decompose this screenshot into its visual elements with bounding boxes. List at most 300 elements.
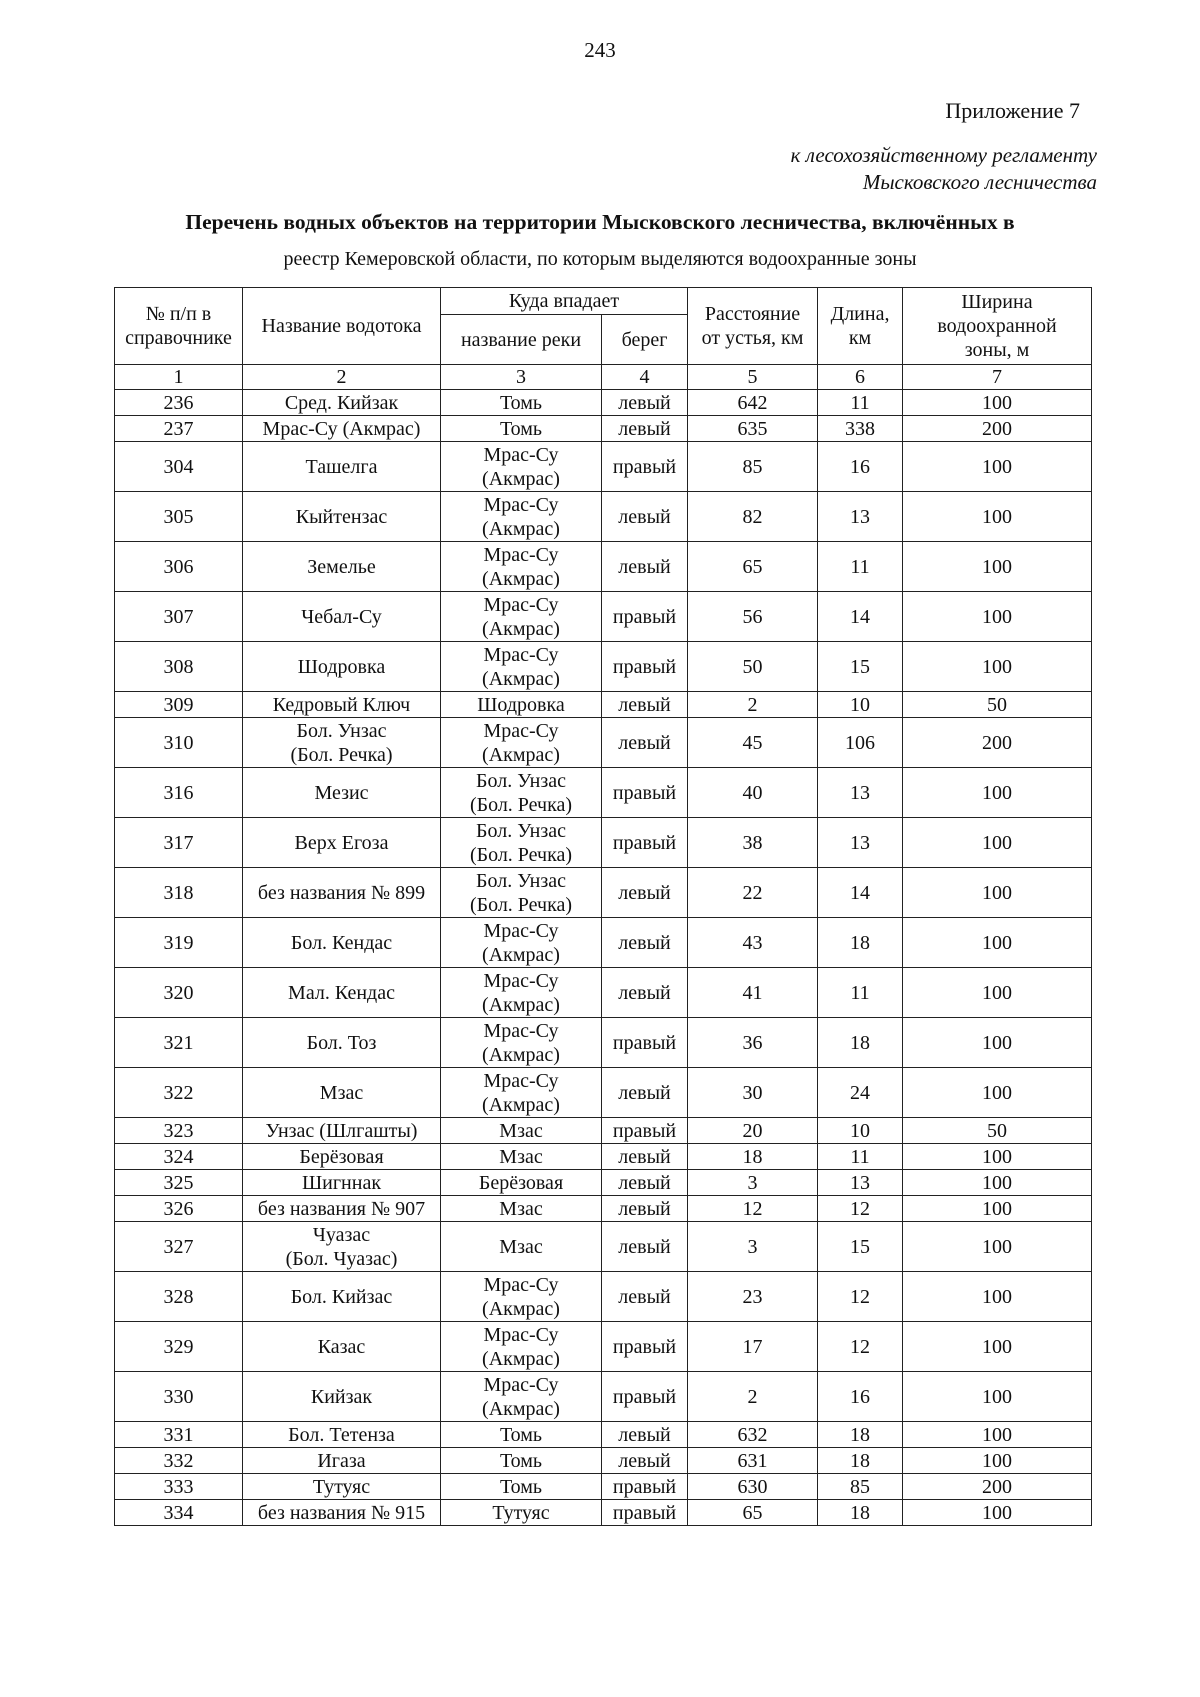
header-flows-into: Куда впадает (441, 288, 688, 315)
cell-watercourse-name-line: Тутуяс (312, 1475, 371, 1498)
cell-river-name-line: (Акмрас) (482, 1297, 560, 1320)
table-row (115, 642, 1092, 692)
column-number: 6 (818, 365, 903, 390)
subtitle-line-1: к лесохозяйственному регламенту (790, 143, 1097, 167)
cell-river-name-line: Мзас (499, 1197, 543, 1220)
cell-watercourse-name-line: Кедровый Ключ (272, 693, 411, 716)
cell-zone-width: 200 (903, 1474, 1092, 1500)
cell-bank: левый (602, 968, 688, 1018)
cell-distance: 65 (688, 1500, 818, 1526)
water-bodies-table (114, 287, 1092, 1526)
cell-distance: 3 (688, 1222, 818, 1272)
cell-river-name-line: (Акмрас) (482, 1397, 560, 1420)
cell-zone-width: 100 (903, 768, 1092, 818)
table-row (115, 1118, 1092, 1144)
cell-watercourse-name-line: Бол. Тетенза (288, 1423, 395, 1446)
cell-zone-width: 100 (903, 442, 1092, 492)
cell-distance: 41 (688, 968, 818, 1018)
header-number (115, 288, 243, 365)
cell-watercourse-name (243, 718, 441, 768)
header-zone-width (903, 288, 1092, 365)
table-row (115, 692, 1092, 718)
cell-watercourse-name-line: Чебал-Су (301, 605, 382, 628)
cell-watercourse-name-line: Земелье (307, 555, 376, 578)
cell-distance: 631 (688, 1448, 818, 1474)
header-distance-line-2: от устья, км (701, 327, 804, 349)
cell-river-name (441, 492, 602, 542)
cell-river-name-line: Томь (499, 391, 543, 414)
cell-number: 324 (115, 1144, 243, 1170)
cell-number: 333 (115, 1474, 243, 1500)
cell-length: 11 (818, 1144, 903, 1170)
cell-river-name (441, 592, 602, 642)
cell-length: 106 (818, 718, 903, 768)
cell-length: 13 (818, 1170, 903, 1196)
cell-river-name (441, 968, 602, 1018)
cell-river-name-line: Мрас-Су (483, 443, 559, 466)
cell-number: 322 (115, 1068, 243, 1118)
cell-watercourse-name-line: Шигннак (301, 1171, 382, 1194)
cell-number: 310 (115, 718, 243, 768)
cell-number: 317 (115, 818, 243, 868)
header-number-line-2: справочнике (125, 327, 232, 349)
cell-length: 10 (818, 1118, 903, 1144)
cell-number: 308 (115, 642, 243, 692)
cell-river-name (441, 416, 602, 442)
cell-watercourse-name (243, 1222, 441, 1272)
cell-river-name-line: Мрас-Су (483, 1373, 559, 1396)
cell-river-name (441, 1422, 602, 1448)
cell-bank: левый (602, 1222, 688, 1272)
cell-number: 325 (115, 1170, 243, 1196)
cell-length: 85 (818, 1474, 903, 1500)
cell-watercourse-name-line: (Бол. Чуазас) (285, 1247, 398, 1270)
table-row (115, 1474, 1092, 1500)
table-row (115, 1500, 1092, 1526)
cell-watercourse-name-line: Берёзовая (299, 1145, 384, 1168)
cell-watercourse-name (243, 1272, 441, 1322)
cell-number: 329 (115, 1322, 243, 1372)
cell-river-name (441, 1118, 602, 1144)
cell-river-name-line: Томь (499, 1423, 543, 1446)
cell-distance: 82 (688, 492, 818, 542)
cell-river-name-line: Мрас-Су (483, 593, 559, 616)
cell-river-name-line: (Акмрас) (482, 1093, 560, 1116)
cell-distance: 635 (688, 416, 818, 442)
cell-river-name (441, 442, 602, 492)
cell-watercourse-name-line: Мезис (314, 781, 369, 804)
cell-zone-width: 100 (903, 1170, 1092, 1196)
table-row (115, 918, 1092, 968)
cell-length: 12 (818, 1196, 903, 1222)
table-row (115, 1322, 1092, 1372)
cell-zone-width: 100 (903, 868, 1092, 918)
cell-bank: правый (602, 1474, 688, 1500)
cell-bank: левый (602, 692, 688, 718)
cell-number: 309 (115, 692, 243, 718)
cell-river-name-line: Мрас-Су (483, 1019, 559, 1042)
cell-zone-width: 50 (903, 1118, 1092, 1144)
cell-watercourse-name-line: Шодровка (297, 655, 386, 678)
cell-number: 236 (115, 390, 243, 416)
header-name: Название водотока (243, 288, 441, 365)
cell-distance: 56 (688, 592, 818, 642)
table-row (115, 592, 1092, 642)
cell-river-name-line: (Акмрас) (482, 617, 560, 640)
header-width-line-1: Ширина (961, 291, 1033, 313)
table-row (115, 542, 1092, 592)
cell-river-name (441, 818, 602, 868)
cell-watercourse-name (243, 918, 441, 968)
cell-river-name (441, 1196, 602, 1222)
cell-length: 18 (818, 918, 903, 968)
table-row (115, 492, 1092, 542)
cell-number: 237 (115, 416, 243, 442)
table-row (115, 416, 1092, 442)
cell-watercourse-name (243, 1018, 441, 1068)
cell-bank: левый (602, 1144, 688, 1170)
cell-watercourse-name (243, 1170, 441, 1196)
cell-watercourse-name-line: Казас (317, 1335, 366, 1358)
cell-river-name-line: Мзас (499, 1119, 543, 1142)
cell-watercourse-name-line: Бол. Кендас (290, 931, 393, 954)
cell-number: 321 (115, 1018, 243, 1068)
cell-river-name-line: Мрас-Су (483, 969, 559, 992)
cell-river-name (441, 1448, 602, 1474)
column-number: 4 (602, 365, 688, 390)
cell-zone-width: 100 (903, 492, 1092, 542)
cell-watercourse-name-line: Кийзак (310, 1385, 373, 1408)
cell-length: 15 (818, 642, 903, 692)
table-row (115, 868, 1092, 918)
header-bank: берег (602, 315, 688, 365)
cell-distance: 22 (688, 868, 818, 918)
appendix-subtitle (791, 142, 1097, 196)
column-number: 1 (115, 365, 243, 390)
cell-watercourse-name (243, 1068, 441, 1118)
cell-bank: левый (602, 542, 688, 592)
cell-watercourse-name-line: Мрас-Су (Акмрас) (262, 417, 421, 440)
cell-zone-width: 100 (903, 1422, 1092, 1448)
cell-river-name (441, 1170, 602, 1196)
cell-bank: левый (602, 1422, 688, 1448)
cell-zone-width: 100 (903, 1372, 1092, 1422)
cell-distance: 23 (688, 1272, 818, 1322)
cell-watercourse-name (243, 390, 441, 416)
cell-bank: левый (602, 718, 688, 768)
cell-river-name (441, 692, 602, 718)
cell-watercourse-name-line: Бол. Унзас (296, 719, 387, 742)
cell-length: 12 (818, 1322, 903, 1372)
cell-river-name-line: (Бол. Речка) (469, 793, 573, 816)
cell-river-name-line: Берёзовая (478, 1171, 564, 1194)
cell-length: 13 (818, 492, 903, 542)
table-row (115, 718, 1092, 768)
cell-river-name-line: (Бол. Речка) (469, 893, 573, 916)
cell-river-name (441, 1144, 602, 1170)
cell-zone-width: 100 (903, 1272, 1092, 1322)
cell-river-name (441, 1474, 602, 1500)
cell-distance: 50 (688, 642, 818, 692)
cell-river-name-line: Мрас-Су (483, 919, 559, 942)
cell-distance: 632 (688, 1422, 818, 1448)
column-number: 5 (688, 365, 818, 390)
cell-length: 338 (818, 416, 903, 442)
cell-zone-width: 100 (903, 1500, 1092, 1526)
cell-watercourse-name-line: без названия № 915 (257, 1501, 426, 1524)
table-row (115, 1222, 1092, 1272)
cell-zone-width: 100 (903, 1196, 1092, 1222)
header-distance-line-1: Расстояние (704, 303, 801, 325)
cell-bank: левый (602, 1196, 688, 1222)
cell-distance: 36 (688, 1018, 818, 1068)
cell-watercourse-name-line: Мзас (319, 1081, 364, 1104)
table-row (115, 1372, 1092, 1422)
cell-river-name-line: (Акмрас) (482, 743, 560, 766)
cell-watercourse-name-line: Бол. Кийзас (290, 1285, 393, 1308)
cell-length: 18 (818, 1422, 903, 1448)
subtitle-line-2: Мысковского лесничества (862, 170, 1097, 194)
cell-watercourse-name-line: без названия № 899 (257, 881, 426, 904)
cell-watercourse-name (243, 642, 441, 692)
cell-bank: левый (602, 868, 688, 918)
cell-river-name (441, 390, 602, 416)
cell-length: 13 (818, 768, 903, 818)
cell-watercourse-name (243, 416, 441, 442)
cell-river-name (441, 542, 602, 592)
cell-watercourse-name-line: Игаза (317, 1449, 366, 1472)
cell-length: 18 (818, 1448, 903, 1474)
cell-distance: 2 (688, 1372, 818, 1422)
header-length-line-1: Длина, (830, 303, 890, 325)
cell-zone-width: 100 (903, 390, 1092, 416)
cell-watercourse-name (243, 1372, 441, 1422)
cell-distance: 30 (688, 1068, 818, 1118)
cell-river-name-line: Томь (499, 1475, 543, 1498)
cell-bank: правый (602, 1018, 688, 1068)
cell-number: 327 (115, 1222, 243, 1272)
header-river-name: название реки (441, 315, 602, 365)
cell-length: 14 (818, 592, 903, 642)
cell-river-name-line: Бол. Унзас (476, 869, 566, 892)
cell-watercourse-name-line: Верх Егоза (294, 831, 389, 854)
cell-zone-width: 100 (903, 642, 1092, 692)
cell-zone-width: 100 (903, 818, 1092, 868)
cell-distance: 12 (688, 1196, 818, 1222)
cell-river-name (441, 868, 602, 918)
table-row (115, 968, 1092, 1018)
cell-number: 318 (115, 868, 243, 918)
table-row (115, 818, 1092, 868)
cell-zone-width: 100 (903, 1144, 1092, 1170)
cell-river-name (441, 768, 602, 818)
table-row (115, 1422, 1092, 1448)
cell-distance: 630 (688, 1474, 818, 1500)
cell-length: 13 (818, 818, 903, 868)
cell-watercourse-name (243, 868, 441, 918)
cell-bank: левый (602, 918, 688, 968)
cell-river-name-line: (Акмрас) (482, 1347, 560, 1370)
cell-river-name-line: Бол. Унзас (476, 769, 566, 792)
cell-watercourse-name (243, 768, 441, 818)
cell-bank: левый (602, 416, 688, 442)
cell-bank: правый (602, 642, 688, 692)
cell-number: 330 (115, 1372, 243, 1422)
cell-zone-width: 100 (903, 1018, 1092, 1068)
cell-watercourse-name (243, 968, 441, 1018)
cell-distance: 3 (688, 1170, 818, 1196)
cell-watercourse-name-line: (Бол. Речка) (290, 743, 393, 766)
cell-number: 320 (115, 968, 243, 1018)
cell-zone-width: 100 (903, 968, 1092, 1018)
cell-distance: 40 (688, 768, 818, 818)
cell-bank: левый (602, 1448, 688, 1474)
document-title: Перечень водных объектов на территории Мысковского лесничества, включённых в (185, 210, 1015, 234)
appendix-label: Приложение 7 (945, 98, 1080, 123)
column-number: 7 (903, 365, 1092, 390)
cell-zone-width: 200 (903, 416, 1092, 442)
cell-zone-width: 100 (903, 592, 1092, 642)
cell-river-name-line: Мрас-Су (483, 1273, 559, 1296)
cell-bank: левый (602, 1170, 688, 1196)
cell-watercourse-name (243, 1422, 441, 1448)
table-row (115, 1196, 1092, 1222)
cell-distance: 17 (688, 1322, 818, 1372)
cell-distance: 85 (688, 442, 818, 492)
cell-river-name-line: Мрас-Су (483, 719, 559, 742)
cell-length: 11 (818, 968, 903, 1018)
cell-watercourse-name (243, 1500, 441, 1526)
cell-bank: правый (602, 1500, 688, 1526)
cell-river-name-line: (Бол. Речка) (469, 843, 573, 866)
table-row (115, 1068, 1092, 1118)
cell-river-name-line: Томь (499, 417, 543, 440)
cell-river-name (441, 1500, 602, 1526)
cell-length: 16 (818, 1372, 903, 1422)
cell-bank: правый (602, 818, 688, 868)
cell-river-name-line: (Акмрас) (482, 467, 560, 490)
cell-distance: 20 (688, 1118, 818, 1144)
cell-zone-width: 200 (903, 718, 1092, 768)
cell-bank: левый (602, 492, 688, 542)
cell-bank: правый (602, 592, 688, 642)
table-row (115, 1448, 1092, 1474)
cell-length: 15 (818, 1222, 903, 1272)
cell-river-name-line: (Акмрас) (482, 567, 560, 590)
cell-river-name (441, 1018, 602, 1068)
cell-river-name (441, 1222, 602, 1272)
table-row (115, 1272, 1092, 1322)
document-title-continuation: реестр Кемеровской области, по которым выделяются водоохранные зоны (283, 248, 917, 270)
cell-length: 10 (818, 692, 903, 718)
cell-river-name-line: (Акмрас) (482, 667, 560, 690)
cell-watercourse-name (243, 818, 441, 868)
cell-number: 332 (115, 1448, 243, 1474)
cell-number: 305 (115, 492, 243, 542)
cell-river-name (441, 1068, 602, 1118)
cell-river-name-line: (Акмрас) (482, 1043, 560, 1066)
cell-river-name-line: Мзас (499, 1145, 543, 1168)
cell-number: 316 (115, 768, 243, 818)
header-distance (688, 288, 818, 365)
cell-bank: левый (602, 390, 688, 416)
page-number: 243 (584, 38, 616, 62)
cell-bank: правый (602, 1372, 688, 1422)
cell-river-name-line: (Акмрас) (482, 943, 560, 966)
cell-bank: правый (602, 768, 688, 818)
cell-bank: правый (602, 1118, 688, 1144)
cell-number: 304 (115, 442, 243, 492)
table-row (115, 390, 1092, 416)
cell-river-name-line: Мрас-Су (483, 543, 559, 566)
cell-watercourse-name (243, 542, 441, 592)
cell-watercourse-name (243, 1474, 441, 1500)
cell-length: 18 (818, 1018, 903, 1068)
header-length-line-2: км (848, 327, 872, 349)
cell-zone-width: 100 (903, 1448, 1092, 1474)
table-body (115, 390, 1092, 1526)
cell-distance: 43 (688, 918, 818, 968)
cell-watercourse-name-line: Бол. Тоз (306, 1031, 377, 1054)
cell-watercourse-name-line: Ташелга (305, 455, 378, 478)
header-width-line-2: водоохранной (937, 315, 1057, 337)
cell-number: 326 (115, 1196, 243, 1222)
cell-river-name-line: Шодровка (477, 693, 565, 716)
column-number: 2 (243, 365, 441, 390)
cell-length: 14 (818, 868, 903, 918)
cell-number: 328 (115, 1272, 243, 1322)
cell-number: 334 (115, 1500, 243, 1526)
table-header-row (115, 288, 1092, 315)
cell-distance: 2 (688, 692, 818, 718)
cell-zone-width: 100 (903, 1068, 1092, 1118)
cell-river-name-line: Мрас-Су (483, 493, 559, 516)
cell-number: 331 (115, 1422, 243, 1448)
cell-zone-width: 100 (903, 918, 1092, 968)
cell-length: 18 (818, 1500, 903, 1526)
cell-watercourse-name (243, 1322, 441, 1372)
cell-zone-width: 50 (903, 692, 1092, 718)
cell-watercourse-name-line: Сред. Кийзак (284, 391, 399, 414)
column-number-row (115, 365, 1092, 390)
cell-watercourse-name (243, 592, 441, 642)
table-row (115, 1018, 1092, 1068)
cell-river-name-line: Томь (499, 1449, 543, 1472)
table-row (115, 768, 1092, 818)
cell-river-name-line: Мзас (499, 1235, 543, 1258)
cell-watercourse-name-line: Мал. Кендас (288, 981, 395, 1004)
column-number: 3 (441, 365, 602, 390)
cell-distance: 18 (688, 1144, 818, 1170)
cell-river-name-line: Бол. Унзас (476, 819, 566, 842)
cell-bank: левый (602, 1068, 688, 1118)
cell-river-name-line: Мрас-Су (483, 1069, 559, 1092)
cell-watercourse-name (243, 442, 441, 492)
cell-bank: левый (602, 1272, 688, 1322)
cell-length: 11 (818, 390, 903, 416)
cell-watercourse-name (243, 1196, 441, 1222)
table-row (115, 1170, 1092, 1196)
cell-watercourse-name (243, 692, 441, 718)
cell-length: 11 (818, 542, 903, 592)
cell-river-name (441, 1272, 602, 1322)
cell-watercourse-name (243, 492, 441, 542)
cell-length: 12 (818, 1272, 903, 1322)
cell-watercourse-name-line: Чуазас (312, 1223, 371, 1246)
cell-distance: 45 (688, 718, 818, 768)
header-width-line-3: зоны, м (964, 339, 1030, 361)
cell-river-name-line: Тутуяс (492, 1501, 550, 1524)
